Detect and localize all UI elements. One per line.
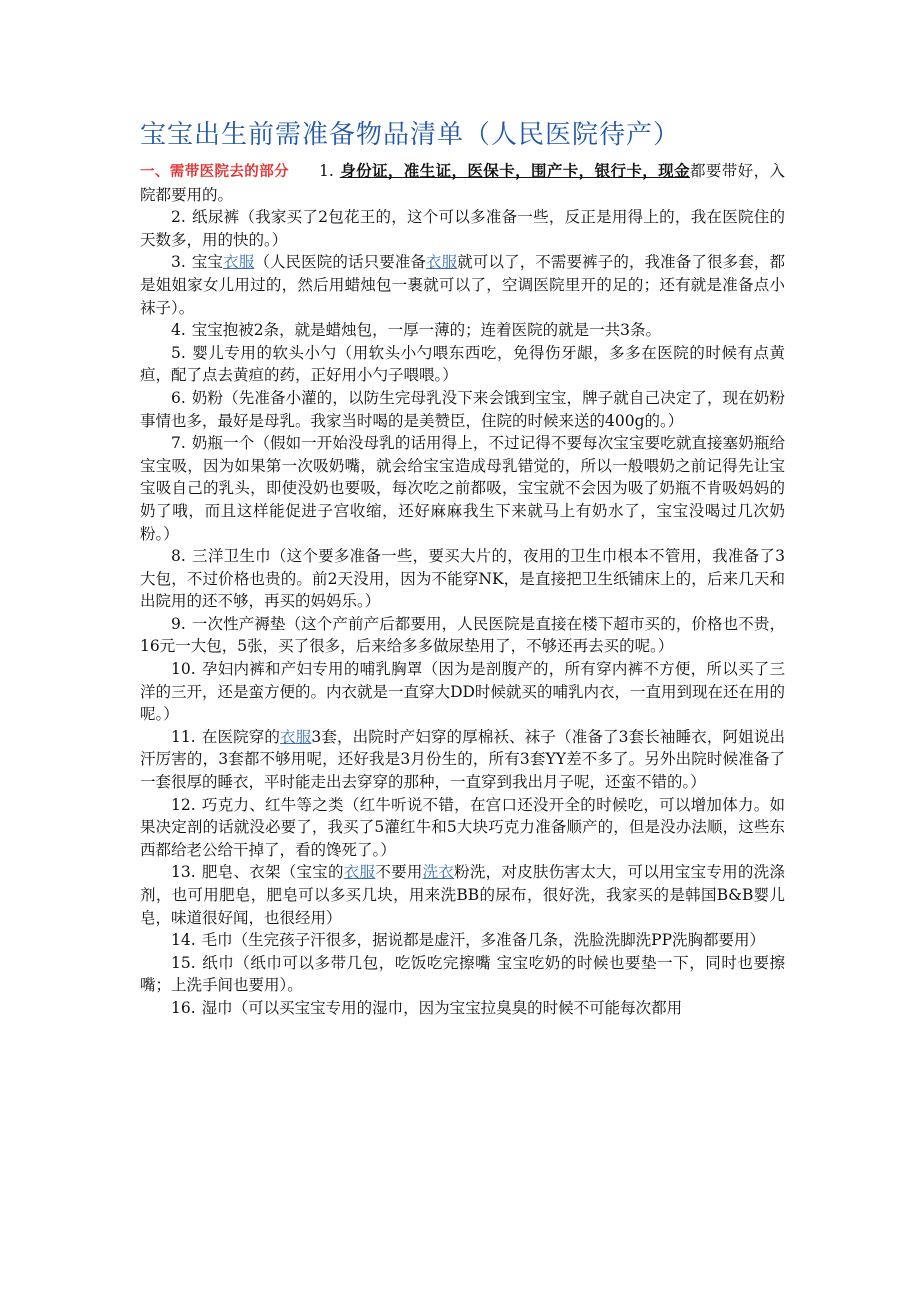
list-item bbox=[140, 206, 785, 251]
item-text: 纸尿裤（我家买了2包花王的，这个可以多准备一些，反正是用得上的，我在医院住的天数多，用的快的。） bbox=[140, 208, 785, 249]
item-number: 16. bbox=[171, 998, 196, 1017]
required-documents: 身份证，准生证，医保卡，围产卡，银行卡，现金 bbox=[339, 161, 690, 180]
list-item bbox=[140, 387, 785, 432]
item-text: 一次性产褥垫（这个产前产后都要用，人民医院是直接在楼下超市买的，价格也不贵，16元一大包，5张，买了很多，后来给多多做尿垫用了，不够还再去买的呢。） bbox=[140, 614, 785, 656]
item-number: 4. bbox=[171, 321, 186, 340]
list-item bbox=[140, 861, 785, 929]
item-number: 11. bbox=[171, 727, 196, 746]
clothes-link[interactable]: 衣服 bbox=[280, 727, 312, 746]
clothes-link[interactable]: 衣服 bbox=[223, 253, 255, 272]
item-number: 15. bbox=[171, 953, 196, 972]
item-text: 宝宝抱被2条，就是蜡烛包，一厚一薄的；连着医院的就是一共3条。 bbox=[191, 321, 662, 340]
item-number: 1. bbox=[319, 162, 334, 180]
clothes-link[interactable]: 衣服 bbox=[426, 253, 458, 272]
list-item bbox=[140, 997, 785, 1020]
item-text: 湿巾（可以买宝宝专用的湿巾，因为宝宝拉臭臭的时候不可能每次都用 bbox=[201, 998, 683, 1017]
document-page bbox=[140, 118, 785, 1020]
list-item bbox=[140, 929, 785, 952]
item-text: 粉洗，对皮肤伤害太大，可以用宝宝专用的洗涤剂，也可用肥皂，肥皂可以多买几块，用来洗BB的尿布，很好洗，我家买的是韩国B&B婴儿皂，味道很好闻，也很经用） bbox=[140, 863, 785, 927]
item-text: 宝宝 bbox=[191, 253, 224, 272]
item-text: 就可以了，不需要裤子的，我准备了很多套，都是姐姐家女儿用过的，然后用蜡烛包一裹就可以了，空调医院里开的足的；还有就是准备点小袜子）。 bbox=[140, 253, 785, 317]
item-number: 10. bbox=[171, 660, 196, 679]
section-heading: 一、需带医院去的部分 bbox=[140, 163, 289, 180]
item-number: 14. bbox=[171, 931, 196, 950]
item-text: 奶瓶一个（假如一开始没母乳的话用得上，不过记得不要每次宝宝要吃就直接塞奶瓶给宝宝吸，因为如果第一次吸奶嘴，就会给宝宝造成母乳错觉的，所以一般喂奶之前记得先让宝宝吸自己的乳头，即使没奶也要吸，每次吃之前都吸，宝宝就不会因为吸了奶瓶不肯吸妈妈的奶了哦，而且这样能促进子宫收缩，还好麻麻我生下来就马上有奶水了，宝宝没喝过几次奶粉。） bbox=[140, 434, 785, 543]
list-item bbox=[140, 160, 785, 206]
list-item bbox=[140, 545, 785, 613]
item-text: 纸巾（纸巾可以多带几包，吃饭吃完擦嘴 宝宝吃奶的时候也要垫一下，同时也要擦嘴；上洗手间也要用）。 bbox=[140, 953, 785, 995]
item-text: （人民医院的话只要准备 bbox=[254, 253, 427, 272]
list-item bbox=[140, 658, 785, 726]
list-item bbox=[140, 613, 785, 658]
list-item bbox=[140, 794, 785, 862]
item-number: 7. bbox=[171, 434, 186, 453]
list-item bbox=[140, 952, 785, 997]
item-text: 婴儿专用的软头小勺（用软头小勺喂东西吃，免得伤牙龈，多多在医院的时候有点黄疸，配了点去黄疸的药，正好用小勺子喂喂。） bbox=[140, 343, 785, 385]
item-number: 13. bbox=[171, 863, 196, 882]
item-number: 9. bbox=[171, 614, 186, 633]
item-text: 孕妇内裤和产妇专用的哺乳胸罩（因为是剖腹产的，所有穿内裤不方便，所以买了三洋的三开，还是蛮方便的。内衣就是一直穿大DD时候就买的哺乳内衣，一直用到现在还在用的呢。） bbox=[140, 660, 785, 724]
item-text: 不要用 bbox=[375, 863, 423, 882]
list-item bbox=[140, 319, 785, 342]
item-text: 巧克力、红牛等之类（红牛听说不错，在宫口还没开全的时候吃，可以增加体力。如果决定剖的话就没必要了，我买了5灌红牛和5大块巧克力准备顺产的，但是没办法顺，这些东西都给老公给干掉了，看的馋死了。） bbox=[140, 795, 785, 859]
item-text: 肥皂、衣架（宝宝的 bbox=[201, 863, 344, 882]
item-number: 12. bbox=[171, 795, 196, 814]
item-text: 奶粉（先准备小灌的，以防生完母乳没下来会饿到宝宝，牌子就自己决定了，现在奶粉事情也多，最好是母乳。我家当时喝的是美赞臣，住院的时候来送的400g的。） bbox=[140, 388, 785, 430]
item-number: 5. bbox=[171, 343, 186, 362]
clothes-link[interactable]: 衣服 bbox=[343, 863, 376, 882]
item-text: 3套，出院时产妇穿的厚棉袄、袜子（准备了3套长袖睡衣，阿姐说出汗厉害的，3套都不够用呢，还好我是3月份生的，所有3套YY差不多了。另外出院时候准备了一套很厚的睡衣，平时能走出去穿穿的那种，一直穿到我出月子呢，还蛮不错的。） bbox=[140, 727, 785, 792]
item-number: 2. bbox=[171, 208, 186, 227]
list-item bbox=[140, 342, 785, 387]
list-item bbox=[140, 432, 785, 545]
item-number: 6. bbox=[171, 388, 186, 407]
laundry-link[interactable]: 洗衣 bbox=[422, 863, 455, 882]
item-number: 8. bbox=[171, 547, 186, 566]
item-text: 在医院穿的 bbox=[201, 727, 281, 746]
page-title: 宝宝出生前需准备物品清单（人民医院待产） bbox=[140, 120, 681, 150]
item-text: 毛巾（生完孩子汗很多，据说都是虚汗，多准备几条，洗脸洗脚洗PP洗胸都要用） bbox=[201, 931, 766, 950]
item-text: 三洋卫生巾（这个要多准备一些，要买大片的，夜用的卫生巾根本不管用，我准备了3大包，不过价格也贵的。前2天没用，因为不能穿NK，是直接把卫生纸铺床上的，后来几天和出院用的还不够，再买的妈妈乐。） bbox=[140, 547, 785, 611]
list-item bbox=[140, 726, 785, 794]
item-text: 都要带好，入院都要用的。 bbox=[140, 162, 785, 204]
item-number: 3. bbox=[171, 253, 186, 272]
list-item bbox=[140, 251, 785, 319]
